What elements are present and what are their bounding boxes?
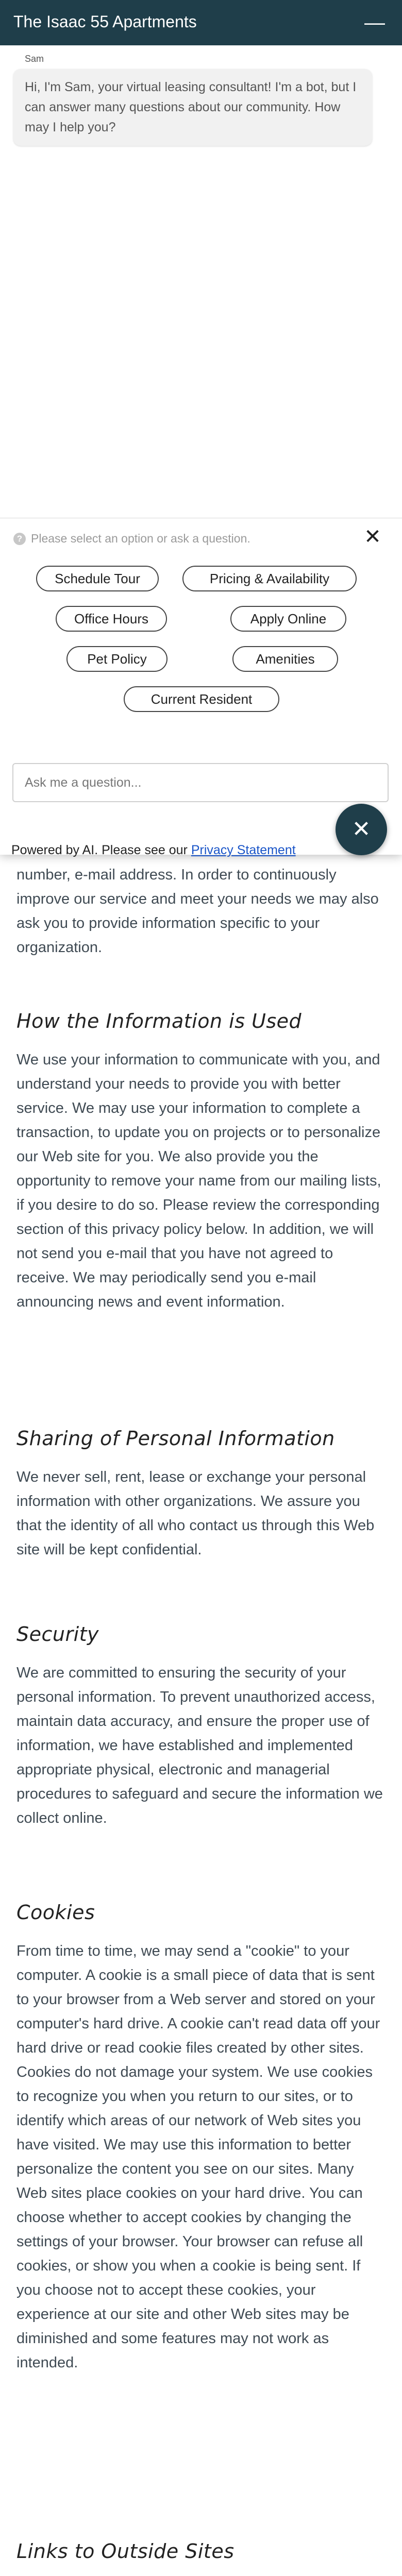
option-office-hours[interactable]: Office Hours [56, 606, 167, 632]
option-pricing-availability[interactable]: Pricing & Availability [182, 566, 357, 591]
option-amenities[interactable]: Amenities [232, 646, 338, 672]
option-apply-online[interactable]: Apply Online [230, 606, 346, 632]
option-pet-policy[interactable]: Pet Policy [66, 646, 167, 672]
option-schedule-tour[interactable]: Schedule Tour [36, 566, 159, 591]
chat-options-panel [0, 518, 402, 855]
message-sender: Sam [25, 54, 44, 64]
intro-paragraph-tail: number, e-mail address. In order to continuously improve our service and meet your needs we may also ask you to provide information specific to your organization. [16, 867, 379, 956]
chat-header [0, 0, 402, 45]
powered-by-text: Powered by AI. Please see our [11, 843, 191, 857]
section-sharing [16, 1427, 386, 1562]
chat-input-placeholder: Ask me a question... [25, 775, 142, 790]
section-heading: Security [16, 1623, 99, 1646]
section-body: We never sell, rent, lease or exchange your personal information with other organizations. We assure you that the identity of all who contact us through this Web site will be kept confidential. [16, 1469, 375, 1558]
section-security [16, 1623, 386, 1831]
section-heading: Cookies [16, 1901, 95, 1924]
section-heading: How the Information is Used [16, 1010, 302, 1032]
chat-title: The Isaac 55 Apartments [13, 12, 197, 31]
section-body: From time to time, we may send a "cookie" to your computer. A cookie is a small piece of data that is sent to your browser from a Web server and stored on your computer's hard drive. A cookie can't read data off your hard drive or read cookie files created by other sites. Cookies do not damage your system. We use cookies to recognize you when you return to our sites, or to identify which areas of our network of Web sites you have visited. We may use this information to better personalize the content you see on our sites. Many Web sites place cookies on your hard drive. You can choose whether to accept cookies by changing the settings of your browser. Your browser can refuse all cookies, or show you when a cookie is being sent. If you choose not to accept these cookies, your experience at our site and other Web sites may be diminished and some features may not work as intended. [16, 1943, 380, 2371]
section-body: We are committed to ensuring the security of your personal information. To prevent unauthorized access, maintain data accuracy, and ensure the proper use of information, we have established and implemented appropriate physical, electronic and managerial procedures to safeguard and secure the information we collect online. [16, 1665, 383, 1826]
privacy-statement-link[interactable]: Privacy Statement [191, 843, 296, 857]
chat-widget [0, 0, 402, 857]
chat-question-input[interactable] [12, 763, 389, 802]
section-outside-links [16, 2540, 386, 2576]
section-heading: Links to Outside Sites [16, 2540, 234, 2563]
select-hint [13, 532, 250, 546]
section-body: We use your information to communicate with you, and understand your needs to provide you with better service. We may use your information to complete a transaction, to update you on projects or to personalize our Web site for you. We also provide you the opportunity to remove your name from our mailing lists, if you desire to do so. Please review the corresponding section of this privacy policy below. In addition, we will not send you e-mail that you have not agreed to receive. We may periodically send you e-mail announcing news and event information. [16, 1052, 381, 1310]
minimize-button[interactable]: — [364, 11, 385, 34]
section-cookies [16, 1901, 386, 2375]
close-options-button[interactable]: ✕ [364, 526, 381, 548]
powered-by-ai [11, 843, 296, 858]
question-icon: ? [13, 533, 26, 545]
chat-close-fab[interactable]: ✕ [336, 804, 387, 855]
bot-message: Hi, I'm Sam, your virtual leasing consultant! I'm a bot, but I can answer many questions about our community. How may I help you? [13, 69, 372, 146]
section-heading: Sharing of Personal Information [16, 1427, 335, 1450]
section-information-use [16, 1010, 386, 1314]
option-current-resident[interactable]: Current Resident [124, 686, 279, 712]
select-hint-text: Please select an option or ask a question. [31, 532, 250, 545]
